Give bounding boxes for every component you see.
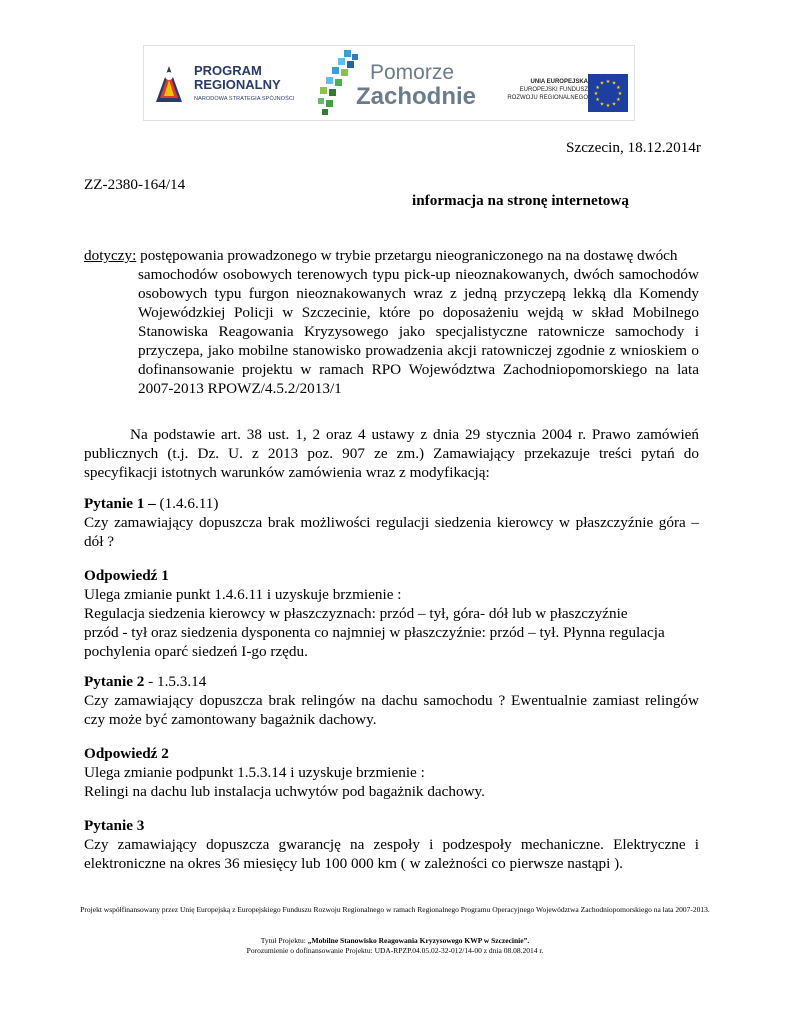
answer-1-line: Ulega zmianie punkt 1.4.6.11 i uzyskuje brzmienie : [84, 586, 402, 603]
footer-cofinancing: Projekt współfinansowany przez Unię Europejską z Europejskiego Funduszu Rozwoju Regionalnego w ramach Regionalnego Programu Operacyjnego Województwa Zachodniopomorskiego na lata 2007-2013. [80, 905, 710, 914]
footer-title-value: „Mobilne Stanowisko Reagowania Kryzysowego KWP w Szczecinie”. [307, 936, 530, 945]
eu-flag-icon [588, 74, 628, 112]
answer-2-heading: Odpowiedź 2 [84, 745, 169, 762]
pomorze-logo-line2: Zachodnie [356, 83, 477, 110]
svg-text:★: ★ [605, 79, 611, 85]
eu-logo-line1: UNIA EUROPEJSKA [530, 79, 588, 85]
svg-text:★: ★ [616, 97, 621, 103]
answer-1-line: Regulacja siedzenia kierowcy w płaszczyznach: przód – tył, góra- dół lub w płaszczyźnie [84, 605, 628, 622]
subject-rest: samochodów osobowych terenowych typu pick-up nieoznakowanych, dwóch samochodów osobowych typu furgon nieoznakowanych wraz z jedną przyczepą lekką dla Komendy Wojewódzkiej Policji w Szczecinie, które po doposażeniu wejdą w skład Mobilnego Stanowiska Reagowania Kryzysowego jako specjalistyczne ratownicze samochody i przyczepa, jako mobilne stanowisko prowadzenia akcji ratowniczej zgodnie z wnioskiem o dofinansowanie projektu w ramach RPO Województwa Zachodniopomorskiego na lata 2007-2013 RPOWZ/4.5.2/2013/1 [138, 266, 699, 397]
svg-text:★: ★ [611, 80, 617, 87]
question-3-text: Czy zamawiający dopuszcza gwarancję na zespoły i podzespoły mechaniczne. Elektryczne i elektroniczne na okres 36 miesięcy lub 100 000 km ( w zależności co pierwsze nastąpi ). [84, 836, 699, 872]
pomorze-logo-line1: Pomorze [370, 61, 455, 84]
program-emblem-icon [152, 62, 186, 106]
eu-logo-line3: ROZWOJU REGIONALNEGO [507, 95, 588, 101]
answer-1-line: przód - tył oraz siedzenia dysponenta co najmniej w płaszczyźnie: przód – tył. Płynna regulacja [84, 624, 665, 641]
question-3-heading: Pytanie 3 [84, 817, 145, 834]
eu-logo [496, 74, 630, 114]
info-heading: informacja na stronę internetową [412, 192, 629, 209]
answer-1-heading: Odpowiedź 1 [84, 567, 169, 584]
svg-text:★: ★ [616, 85, 621, 91]
svg-text:★: ★ [605, 103, 611, 109]
footer-title-label: Tytuł Projektu: [260, 936, 308, 945]
footer-project-title [80, 936, 710, 946]
question-1 [84, 494, 699, 551]
intro-paragraph: Na podstawie art. 38 ust. 1, 2 oraz 4 ustawy z dnia 29 stycznia 2004 r. Prawo zamówień publicznych (t.j. Dz. U. z 2013 poz. 907 ze zm.) Zamawiający przekazuje treści pytań do specyfikacji istotnych warunków zamówienia wraz z modyfikacją: [84, 426, 699, 481]
program-regionalny-logo [152, 56, 302, 114]
question-2-text: Czy zamawiający dopuszcza brak relingów na dachu samochodu ? Ewentualnie zamiast relingów czy może być zamontowany bagażnik dachowy. [84, 692, 699, 728]
question-1-ref: (1.4.6.11) [155, 495, 219, 512]
answer-2-line: Ulega zmianie podpunkt 1.5.3.14 i uzyskuje brzmienie : [84, 764, 425, 781]
svg-text:★: ★ [599, 101, 605, 108]
subject-paragraph [84, 246, 699, 398]
pomorze-zachodnie-logo [314, 48, 477, 118]
svg-text:★: ★ [595, 85, 600, 91]
svg-text:★: ★ [595, 97, 600, 103]
program-logo-line2: REGIONALNY [194, 77, 281, 92]
logo-header [143, 45, 635, 121]
reference-number: ZZ-2380-164/14 [84, 176, 186, 193]
question-2 [84, 672, 699, 729]
eu-logo-line2: EUROPEJSKI FUNDUSZ [519, 87, 588, 93]
answer-2 [84, 744, 699, 801]
question-1-text: Czy zamawiający dopuszcza brak możliwości regulacji siedzenia kierowcy w płaszczyźnie góra – dół ? [84, 514, 699, 550]
answer-1 [84, 566, 699, 661]
program-logo-line1: PROGRAM [194, 63, 262, 78]
subject-label: dotyczy: [84, 247, 137, 264]
question-1-heading: Pytanie 1 – [84, 495, 156, 512]
answer-1-line: pochylenia oparć siedzeń I-go rzędu. [84, 643, 308, 660]
svg-text:★: ★ [611, 101, 617, 108]
answer-2-line: Relingi na dachu lub instalacja uchwytów pod bagażnik dachowy. [84, 783, 485, 800]
question-2-ref: - 1.5.3.14 [144, 673, 207, 690]
question-3 [84, 816, 699, 873]
svg-text:★: ★ [617, 91, 623, 97]
program-logo-line3: NARODOWA STRATEGIA SPÓJNOŚCI [194, 96, 295, 102]
svg-text:★: ★ [599, 80, 605, 87]
footer-agreement: Porozumienie o dofinansowanie Projektu: UDA-RPZP.04.05.02-32-012/14-00 z dnia 08.08.2014 r. [246, 946, 544, 955]
place-date: Szczecin, 18.12.2014r [566, 139, 701, 156]
subject-first-line: postępowania prowadzonego w trybie przetargu nieograniczonego na na dostawę dwóch [136, 247, 678, 264]
question-2-heading: Pytanie 2 [84, 673, 145, 690]
svg-text:★: ★ [593, 91, 599, 97]
